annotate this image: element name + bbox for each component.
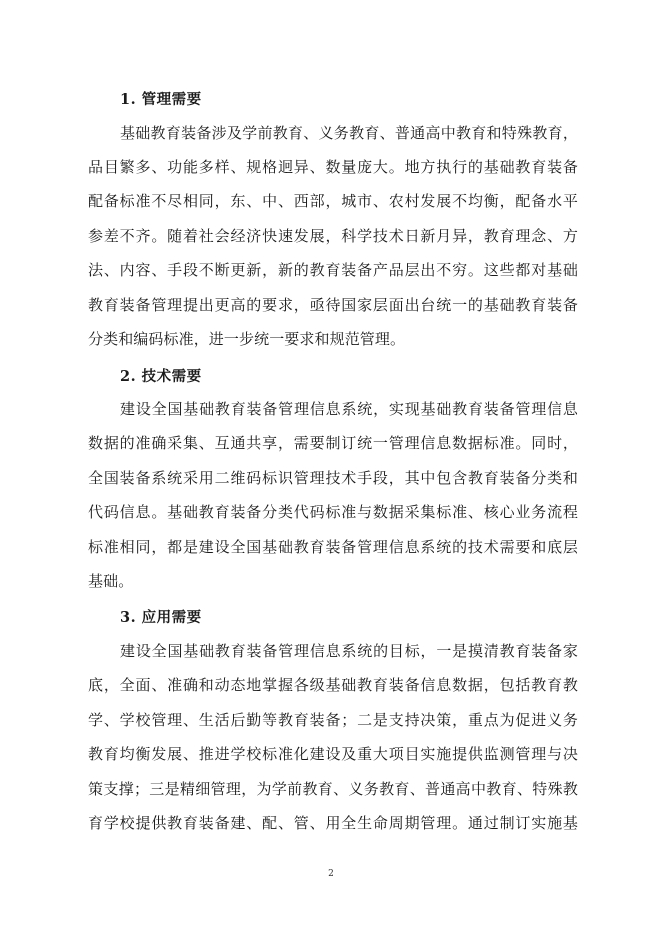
paragraph-line: 基础教育装备涉及学前教育、义务教育、普通高中教育和特殊教育， [120, 124, 578, 142]
paragraph-line: 教育装备管理提出更高的要求，亟待国家层面出台统一的基础教育装备 [88, 296, 578, 314]
paragraph-line: 代码信息。基础教育装备分类代码标准与数据采集标准、核心业务流程 [88, 503, 578, 521]
paragraph-line: 策支撑；三是精细管理，为学前教育、义务教育、普通高中教育、特殊教 [88, 780, 578, 798]
paragraph-line: 学、学校管理、生活后勤等教育装备；二是支持决策，重点为促进义务 [88, 711, 578, 729]
paragraph-line: 标准相同，都是建设全国基础教育装备管理信息系统的技术需要和底层 [88, 538, 578, 556]
paragraph-line: 建设全国基础教育装备管理信息系统的目标，一是摸清教育装备家 [120, 642, 578, 660]
paragraph-line: 品目繁多、功能多样、规格迥异、数量庞大。地方执行的基础教育装备 [88, 158, 578, 176]
paragraph-line: 法、内容、手段不断更新，新的教育装备产品层出不穷。这些都对基础 [88, 261, 578, 279]
paragraph-line: 数据的准确采集、互通共享，需要制订统一管理信息数据标准。同时， [88, 434, 578, 452]
paragraph-line: 分类和编码标准，进一步统一要求和规范管理。 [88, 330, 406, 348]
paragraph-line: 配备标准不尽相同，东、中、西部，城市、农村发展不均衡，配备水平 [88, 192, 578, 210]
paragraph-line: 参差不齐。随着社会经济快速发展，科学技术日新月异，教育理念、方 [88, 227, 578, 245]
section-heading-application: 3. 应用需要 [120, 609, 202, 626]
section-heading-management: 1. 管理需要 [120, 91, 202, 108]
paragraph-line: 基础。 [88, 572, 134, 590]
section-heading-technical: 2. 技术需要 [120, 368, 202, 385]
paragraph-line: 建设全国基础教育装备管理信息系统，实现基础教育装备管理信息 [120, 400, 578, 418]
page-number: 2 [328, 869, 334, 879]
paragraph-line: 底，全面、准确和动态地掌握各级基础教育装备信息数据，包括教育教 [88, 676, 578, 694]
paragraph-line: 育学校提供教育装备建、配、管、用全生命周期管理。通过制订实施基 [88, 814, 578, 832]
paragraph-line: 全国装备系统采用二维码标识管理技术手段，其中包含教育装备分类和 [88, 469, 578, 487]
paragraph-line: 教育均衡发展、推进学校标准化建设及重大项目实施提供监测管理与决 [88, 745, 578, 763]
